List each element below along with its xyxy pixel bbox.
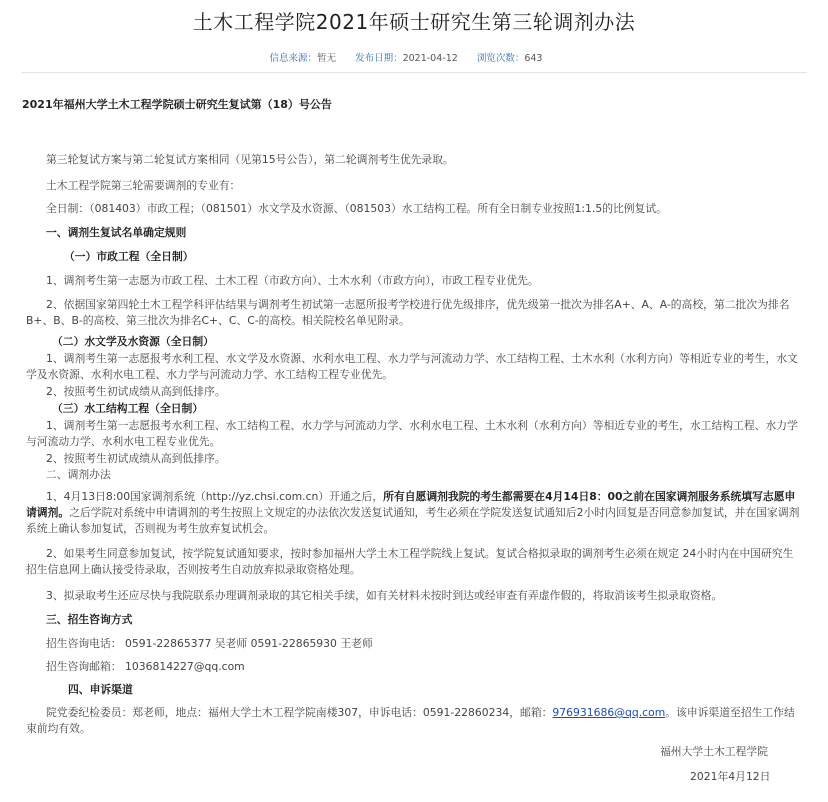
municipal-rule-2: 2、依据国家第四轮土木工程学科评估结果与调剂考生初试第一志愿所报考学校进行优先级排序，优先级第一批次为排名A+、A、A-的高校，第二批次为排名B+、B、B-的高校、第三批次为排名C+、C、C-的高校。相关院校名单见附录。 — [26, 298, 790, 327]
date-value: 2021-04-12 — [402, 53, 458, 64]
section-heading-2: 二、调剂办法 — [46, 468, 111, 481]
divider — [21, 72, 807, 73]
method-p1-part-c: 之后学院对系统中申请调剂的考生按照上文规定的办法依次发送复试通知，考生必须在学院发送复试通知后2小时内回复是否同意参加复试，并在国家调剂系统上确认参加复试，否则视为考生放弃复试机会。 — [26, 506, 800, 535]
method-p1-emphasis: 所有自愿调剂我院的考生都需要在4月14日8：00之前在国家调剂服务系统填写志愿申请调剂。 — [26, 490, 796, 519]
complaint-part-b: 。该申诉渠道至招生工作结束前均有效。 — [26, 706, 795, 735]
page-title: 土木工程学院2021年硕士研究生第三轮调剂办法 — [192, 10, 636, 34]
subsection-heading-hydraulic: （三）水工结构工程（全日制） — [52, 402, 204, 415]
complaint-paragraph — [26, 705, 804, 737]
views-label: 浏览次数： — [476, 53, 525, 64]
consult-email-label: 招生咨询邮箱： — [46, 660, 126, 673]
hydrology-rule-1: 1、调剂考生第一志愿报考水利工程、水文学及水资源、水利水电工程、水力学与河流动力学、水工结构工程、土木水利（水利方向）等相近专业的考生，水文学及水资源、水利水电工程、水力学与河流动力学、水工结构工程专业优先。 — [26, 352, 798, 381]
complaint-email-link[interactable]: 976931686@qq.com — [552, 706, 666, 719]
complaint-part-a: 院党委纪检委员：郑老师，地点：福州大学土木工程学院南楼307，申诉电话：0591-22860234，邮箱： — [46, 706, 553, 719]
method-paragraph-1 — [26, 489, 804, 537]
section-heading-4: 四、申诉渠道 — [68, 683, 133, 696]
method-paragraph-3: 3、拟录取考生还应尽快与我院联系办理调剂录取的其它相关手续，如有关材料未按时到达或经审查有弄虚作假的，将取消该考生拟录取资格。 — [46, 589, 723, 602]
municipal-rule-1: 1、调剂考生第一志愿为市政工程、土木工程（市政方向）、土木水利（市政方向），市政工程专业优先。 — [46, 274, 539, 287]
notice-title: 2021年福州大学土木工程学院硕士研究生复试第（18）号公告 — [22, 98, 332, 111]
hydraulic-rule-2: 2、按照考生初试成绩从高到低排序。 — [46, 452, 226, 465]
signature-org: 福州大学土木工程学院 — [660, 745, 768, 758]
method-p1-part-a: 1、4月13日8:00国家调剂系统（http://yz.chsi.com.cn）开通之后， — [46, 490, 384, 503]
method-paragraph-2: 2、如果考生同意参加复试，按学院复试通知要求，按时参加福州大学土木工程学院线上复试。复试合格拟录取的调剂考生必须在规定 24小时内在中国研究生招生信息网上确认接受待录取，否则按考生自动放弃拟录取资格处理。 — [26, 547, 794, 576]
consult-email-row — [46, 659, 245, 675]
source-value: 暂无 — [317, 53, 337, 64]
views-value: 643 — [524, 53, 543, 64]
intro-paragraph: 第三轮复试方案与第二轮复试方案相同（见第15号公告），第二轮调剂考生优先录取。 — [46, 153, 454, 166]
majors-list: 全日制：（081403）市政工程；（081501）水文学及水资源、（081503）水工结构工程。所有全日制专业按照1:1.5的比例复试。 — [46, 202, 667, 215]
section-heading-3: 三、招生咨询方式 — [46, 613, 133, 626]
consult-phone: 招生咨询电话： 0591-22865377 吴老师 0591-22865930 王老师 — [46, 637, 373, 650]
majors-intro: 土木工程学院第三轮需要调剂的专业有： — [46, 179, 241, 192]
consult-email-value: 1036814227@qq.com — [125, 660, 245, 673]
source-label: 信息来源： — [269, 53, 318, 64]
section-heading-1: 一、调剂生复试名单确定规则 — [46, 226, 187, 239]
subsection-heading-municipal: （一）市政工程（全日制） — [64, 250, 194, 263]
hydrology-rule-2: 2、按照考生初试成绩从高到低排序。 — [46, 385, 226, 398]
subsection-heading-hydrology: （二）水文学及水资源（全日制） — [52, 335, 214, 348]
article-meta — [0, 50, 828, 64]
hydraulic-rule-1: 1、调剂考生第一志愿报考水利工程、水工结构工程、水力学与河流动力学、水利水电工程、土木水利（水利方向）等相近专业的考生，水工结构工程、水力学与河流动力学、水利水电工程专业优先。 — [26, 419, 798, 448]
date-label: 发布日期： — [355, 53, 403, 64]
signature-date: 2021年4月12日 — [690, 770, 771, 783]
